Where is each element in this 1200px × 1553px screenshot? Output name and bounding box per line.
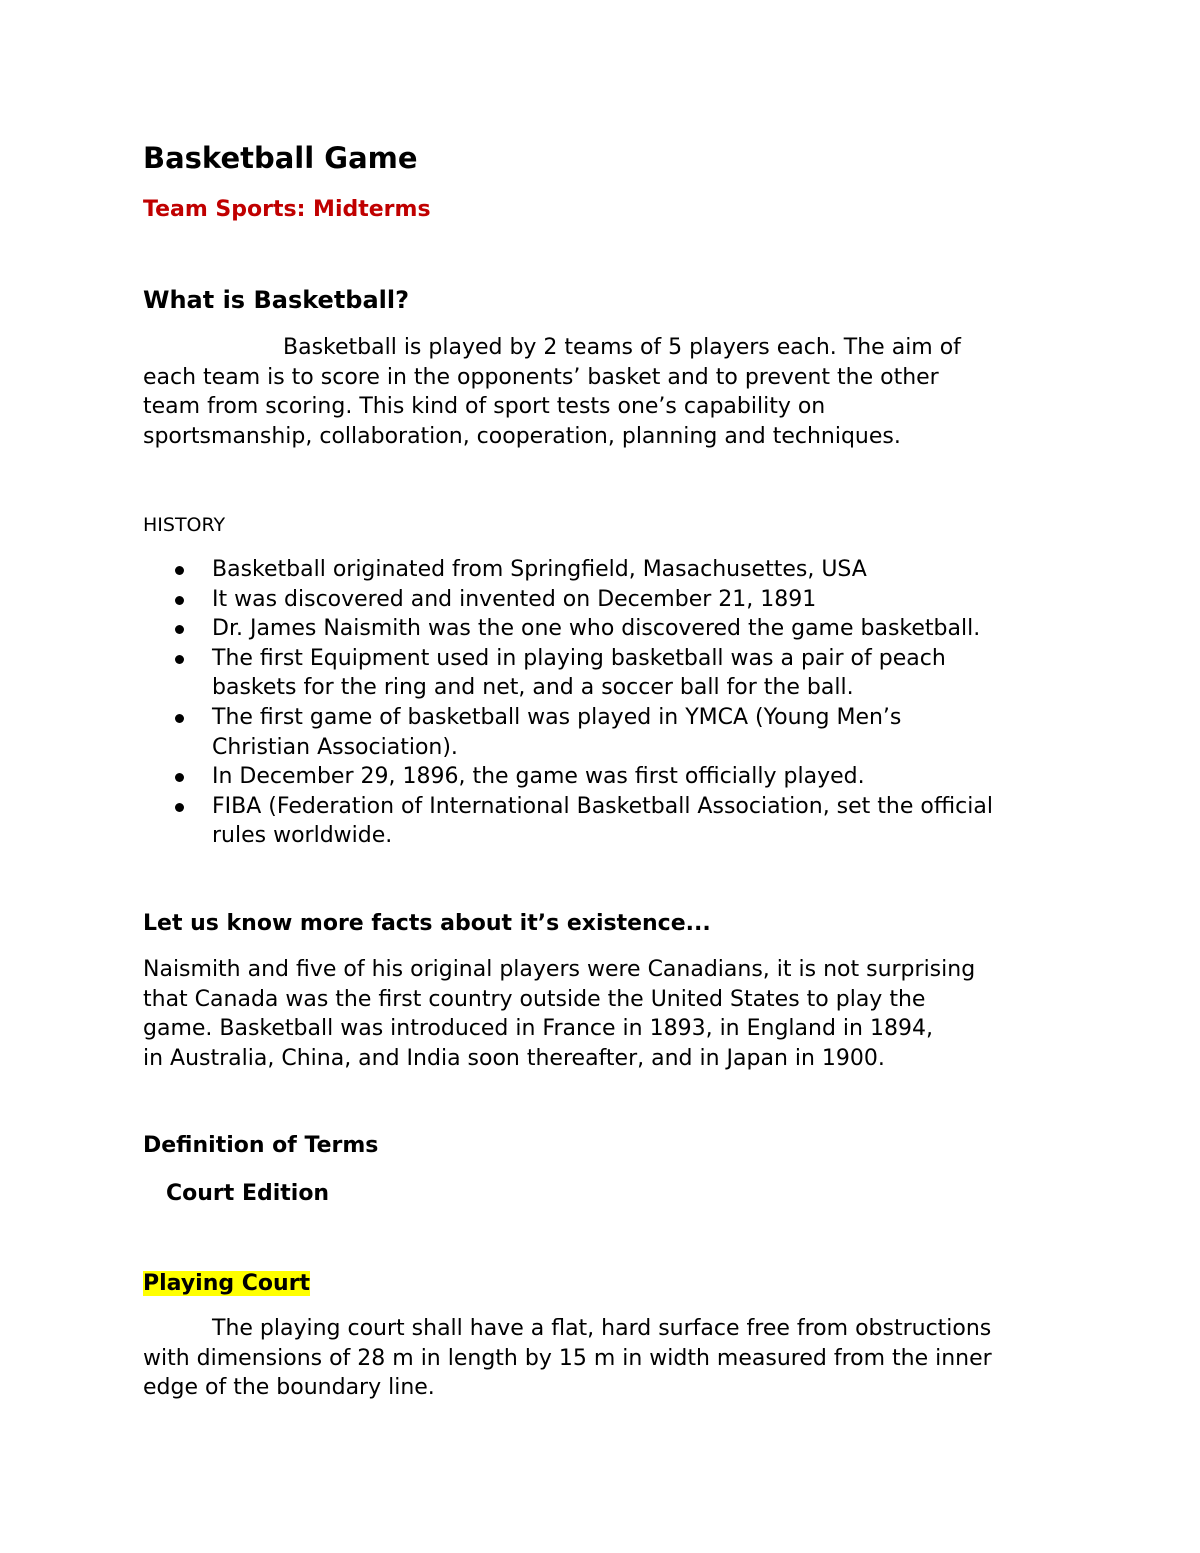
history-list: [143, 555, 1063, 851]
section-heading-definition-of-terms: Definition of Terms: [143, 1133, 379, 1158]
subheading-court-edition: Court Edition: [166, 1181, 330, 1206]
section-heading-what-is-basketball: What is Basketball?: [143, 286, 410, 314]
paragraph-line: edge of the boundary line.: [143, 1375, 435, 1401]
paragraph-line: that Canada was the first country outside the United States to play the: [143, 986, 926, 1012]
paragraph-line: with dimensions of 28 m in length by 15 m in width measured from the inner: [143, 1345, 992, 1371]
history-list-item: The first game of basketball was played in YMCA (Young Men’s Christian Association).: [143, 703, 1063, 762]
paragraph-facts: [143, 955, 1063, 1073]
section-heading-facts: Let us know more facts about it’s existence...: [143, 911, 711, 936]
paragraph-line: team from scoring. This kind of sport tests one’s capability on: [143, 394, 826, 420]
term-heading-playing-court: [143, 1269, 1063, 1299]
paragraph-line: in Australia, China, and India soon thereafter, and in Japan in 1900.: [143, 1045, 885, 1071]
history-list-item: The first Equipment used in playing basketball was a pair of peach baskets for the ring and net, and a soccer ball for the ball.: [143, 644, 1063, 703]
paragraph-playing-court: [143, 1314, 1063, 1403]
bullet-icon: [175, 625, 184, 634]
bullet-icon: [175, 596, 184, 605]
paragraph-what-is-basketball: [143, 333, 1063, 451]
history-list-item: In December 29, 1896, the game was first officially played.: [143, 762, 1063, 792]
bullet-icon: [175, 566, 184, 575]
history-label: HISTORY: [143, 514, 226, 536]
document-title: Basketball Game: [143, 141, 418, 175]
paragraph-line: The playing court shall have a flat, hard surface free from obstructions: [212, 1316, 992, 1341]
paragraph-line: game. Basketball was introduced in France in 1893, in England in 1894,: [143, 1016, 933, 1042]
paragraph-line: each team is to score in the opponents’ basket and to prevent the other: [143, 364, 939, 390]
bullet-icon: [175, 773, 184, 782]
history-list-item: Dr. James Naismith was the one who discovered the game basketball.: [143, 614, 1063, 644]
highlighted-text: Playing Court: [143, 1271, 311, 1296]
paragraph-line: Basketball is played by 2 teams of 5 players each. The aim of: [283, 335, 961, 360]
history-list-item: It was discovered and invented on December 21, 1891: [143, 585, 1063, 615]
history-list-item: Basketball originated from Springfield, Masachusettes, USA: [143, 555, 1063, 585]
document-subtitle: Team Sports: Midterms: [143, 197, 431, 222]
paragraph-line: Naismith and five of his original players were Canadians, it is not surprising: [143, 957, 976, 982]
paragraph-line: sportsmanship, collaboration, cooperation, planning and techniques.: [143, 423, 901, 449]
bullet-icon: [175, 714, 184, 723]
bullet-icon: [175, 655, 184, 664]
bullet-icon: [175, 803, 184, 812]
history-list-item: FIBA (Federation of International Basketball Association, set the official rules worldwide.: [143, 792, 1063, 851]
